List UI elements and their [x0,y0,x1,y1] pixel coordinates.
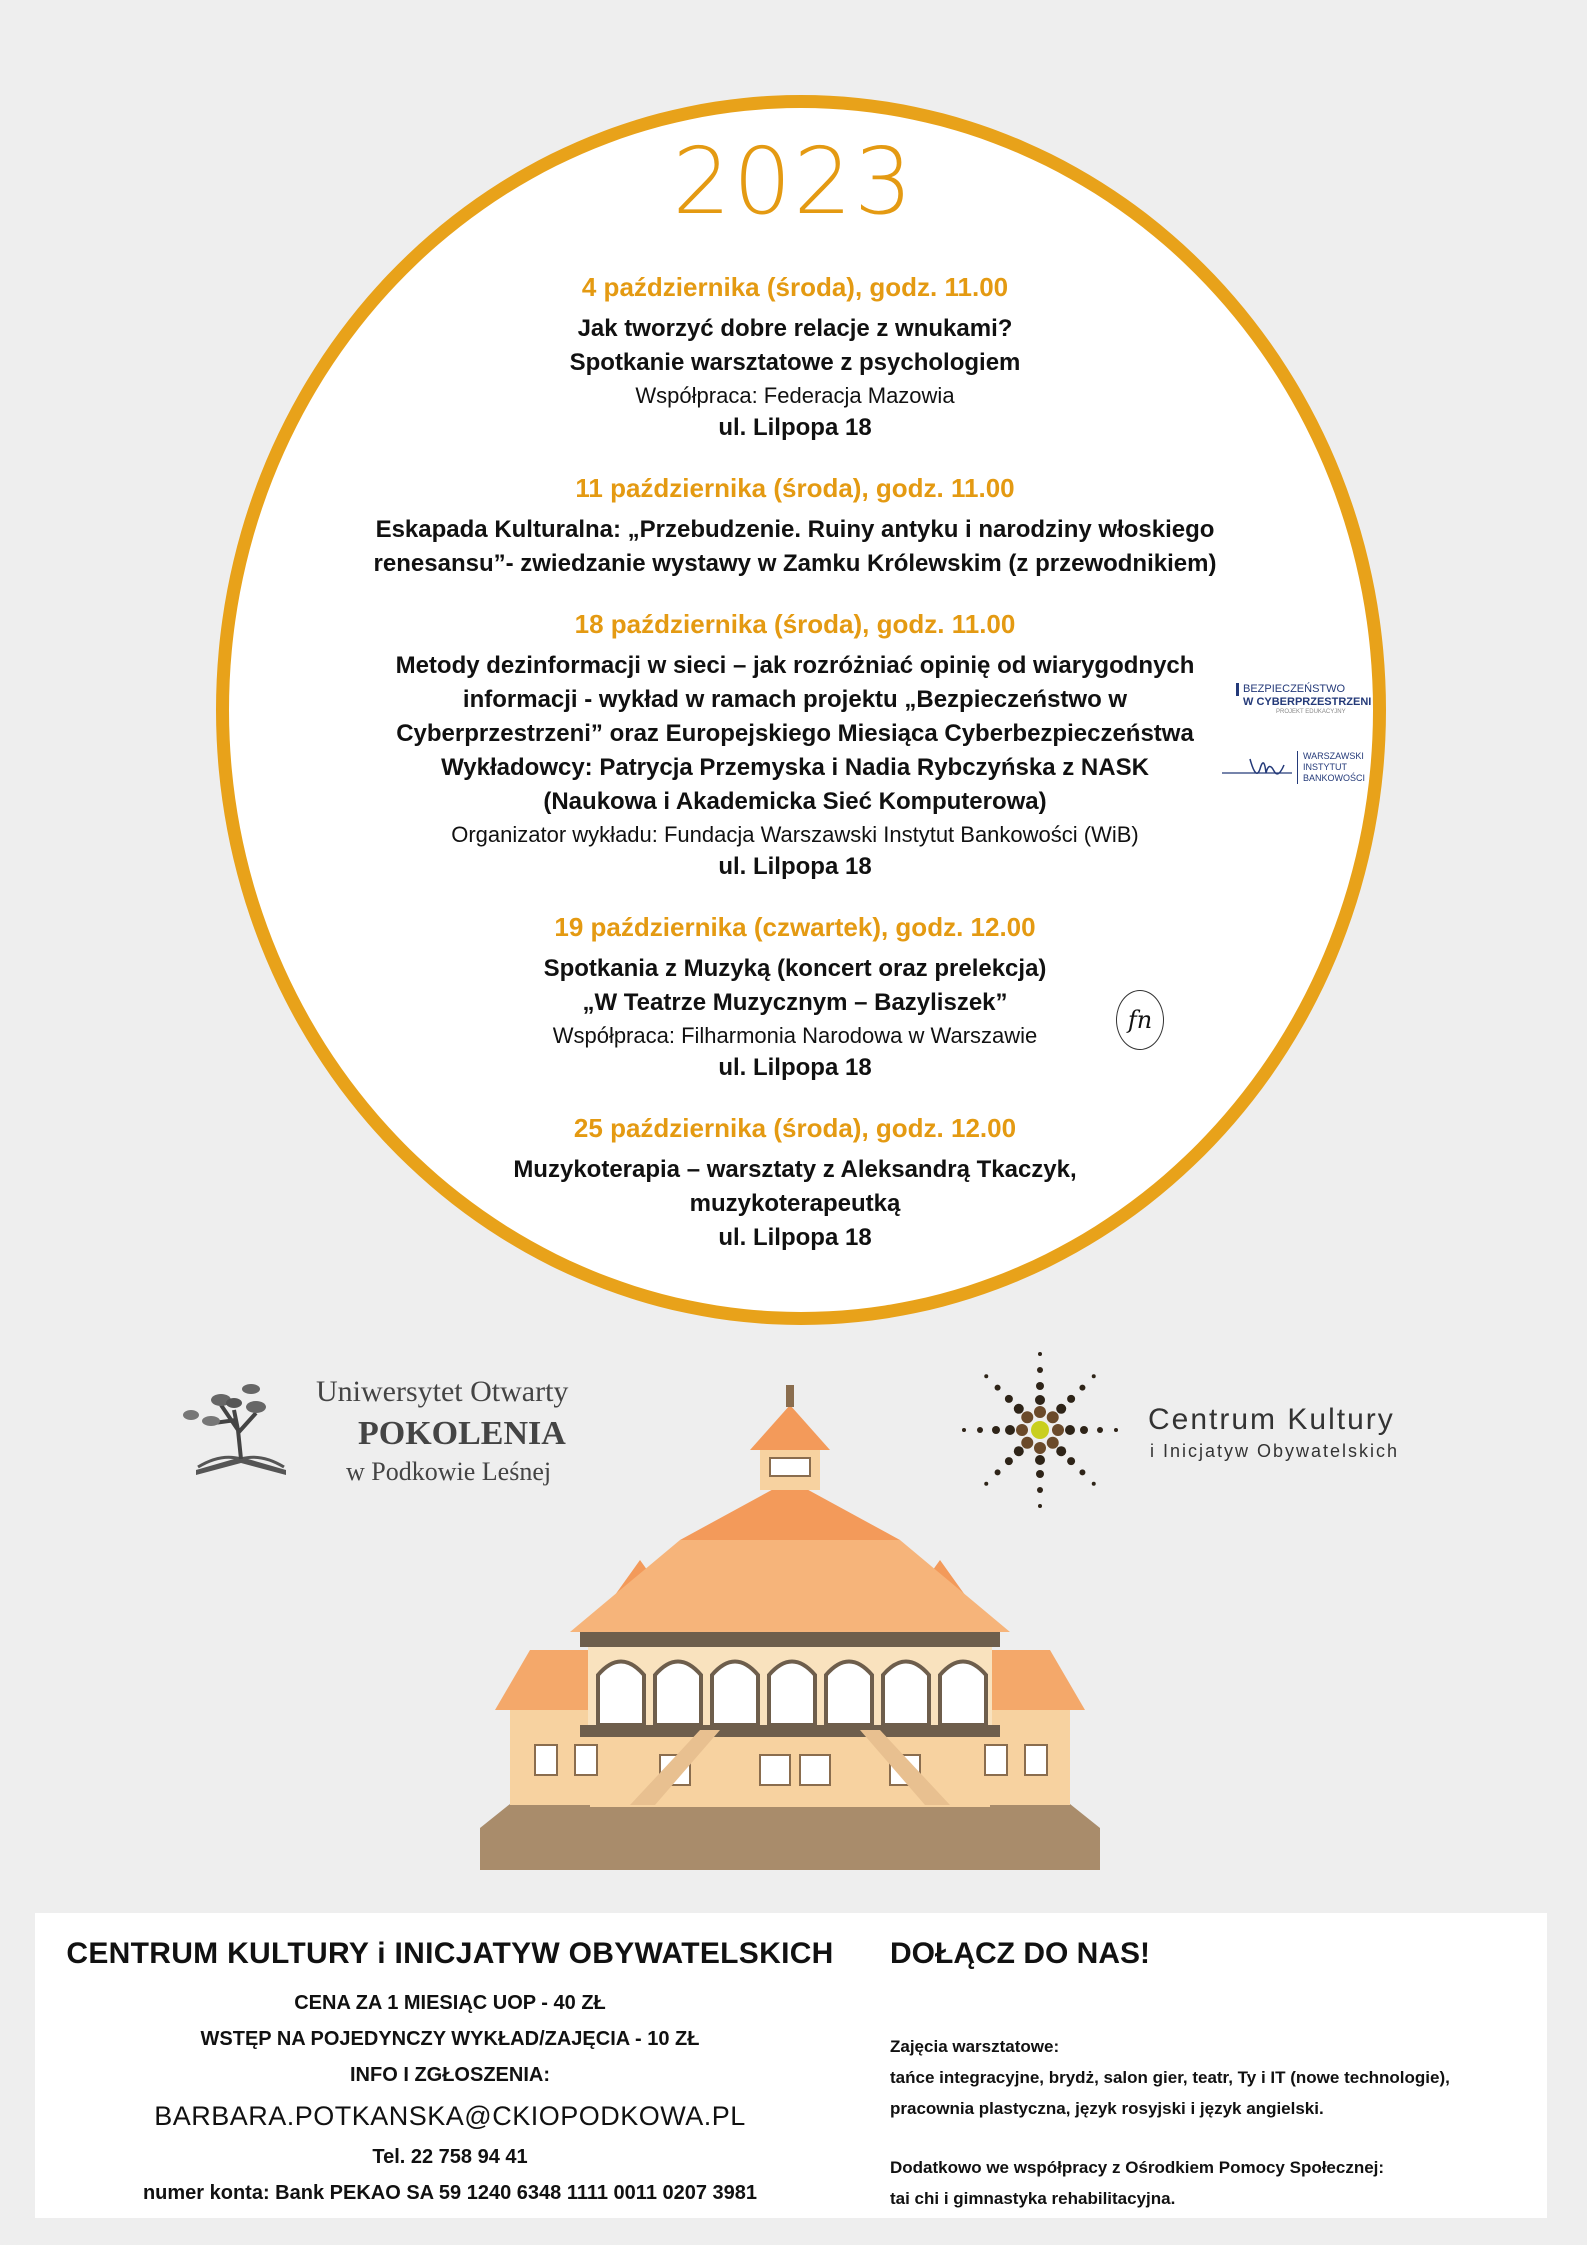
event-item [330,1111,1260,1255]
sun-ray-dot [984,1374,988,1378]
building-illustration [480,1380,1100,1870]
event-line: Cyberprzestrzeni” oraz Europejskiego Miesiąca Cyberbezpieczeństwa [396,720,1194,747]
event-line: ul. Lilpopa 18 [718,1224,872,1251]
uo-name-line2: POKOLENIA [358,1415,566,1452]
wib-logo [1222,747,1392,793]
sun-ray-dot [1038,1352,1042,1356]
ck-name-line1: Centrum Kultury [1148,1403,1395,1436]
building-arch [655,1662,701,1726]
event-line: ul. Lilpopa 18 [718,414,872,441]
building-arch [769,1662,815,1726]
footer-right [890,1913,1530,2214]
event-item [330,471,1260,581]
contact-email[interactable]: BARBARA.POTKANSKA@CKIOPODKOWA.PL [154,2101,746,2131]
event-date: 19 października (czwartek), godz. 12.00 [554,912,1036,942]
event-list [330,270,1260,1281]
extra-list: tai chi i gimnastyka rehabilitacyjna. [890,2189,1176,2208]
event-line: Jak tworzyć dobre relacje z wnukami? [577,315,1013,342]
sun-ray-dot [1092,1374,1096,1378]
year-heading: 2023 [672,128,915,235]
sun-ray-dot [1037,1367,1043,1373]
event-line: (Naukowa i Akademicka Sieć Komputerowa) [543,788,1047,815]
info-label: INFO I ZGŁOSZENIA: [350,2064,550,2086]
ck-name-line2: i Inicjatyw Obywatelskich [1150,1441,1400,1461]
event-item [330,910,1260,1085]
wib-signature-icon [1222,747,1294,787]
event-line: Eskapada Kulturalna: „Przebudzenie. Ruiny antyku i narodziny włoskiego [375,516,1215,543]
wib-line: INSTYTUT [1303,762,1347,772]
event-date: 25 października (środa), godz. 12.00 [573,1113,1017,1143]
building-arch [826,1662,872,1726]
building-arch [883,1662,929,1726]
event-line: „W Teatrze Muzycznym – Bazyliszek” [582,989,1008,1016]
footer-left [35,1913,865,2211]
cyber-security-logo [1236,683,1376,715]
extra-label: Dodatkowo we współpracy z Ośrodkiem Pomocy Społecznej: [890,2158,1385,2177]
building-arch [940,1662,986,1726]
footer-right-title: DOŁĄCZ DO NAS! [890,1937,1150,1970]
contact-phone: Tel. 22 758 94 41 [372,2146,528,2168]
event-line: Muzykoterapia – warsztaty z Aleksandrą Tkaczyk, [513,1156,1077,1183]
filharmonia-logo: fn [1116,990,1164,1050]
event-line: ul. Lilpopa 18 [718,1054,872,1081]
uo-name-line3: w Podkowie Leśnej [346,1457,552,1486]
event-date: 18 października (środa), godz. 11.00 [574,609,1016,639]
building-arch [712,1662,758,1726]
event-line: ul. Lilpopa 18 [718,853,872,880]
event-item [330,607,1260,884]
uo-name-line1: Uniwersytet Otwarty [316,1375,569,1408]
sun-ray-dot [1114,1428,1118,1432]
footer-panel [35,1913,1547,2218]
wib-line: WARSZAWSKI [1303,751,1364,761]
bank-account: numer konta: Bank PEKAO SA 59 1240 6348 1111 0011 0207 3981 [142,2182,758,2204]
event-line: Wykładowcy: Patrycja Przemyska i Nadia Rybczyńska z NASK [441,754,1149,781]
event-line: Spotkanie warsztatowe z psychologiem [569,349,1021,376]
workshops-list-2: pracownia plastyczna, język rosyjski i język angielski. [890,2099,1324,2118]
event-line: Metody dezinformacji w sieci – jak rozróżniać opinię od wiarygodnych [395,652,1195,679]
event-line: Współpraca: Federacja Mazowia [635,383,955,408]
event-line: informacji - wykład w ramach projektu „Bezpieczeństwo w [462,686,1128,713]
building-arch [598,1662,644,1726]
cyber-logo-line3: PROJEKT EDUKACYJNY [1276,709,1346,715]
event-item [330,270,1260,445]
wib-text [1297,751,1365,784]
event-line: Współpraca: Filharmonia Narodowa w Warszawie [552,1023,1038,1048]
event-line: renesansu”- zwiedzanie wystawy w Zamku Królewskim (z przewodnikiem) [373,550,1217,577]
cyber-logo-line1: BEZPIECZEŃSTWO [1236,683,1376,696]
event-date: 11 października (środa), godz. 11.00 [575,473,1015,503]
event-line: Spotkania z Muzyką (koncert oraz prelekcja) [543,955,1047,982]
wib-line: BANKOWOŚCI [1303,773,1366,783]
workshops-label: Zajęcia warsztatowe: [890,2037,1060,2056]
cyber-logo-line2: W CYBERPRZESTRZENI [1243,696,1372,708]
footer-left-title: CENTRUM KULTURY i INICJATYW OBYWATELSKICH [66,1937,834,1970]
event-line: muzykoterapeutką [689,1190,901,1217]
price-single: WSTĘP NA POJEDYNCZY WYKŁAD/ZAJĘCIA - 10 ZŁ [200,2028,700,2050]
event-line: Organizator wykładu: Fundacja Warszawski Instytut Bankowości (WiB) [451,822,1139,847]
price-month: CENA ZA 1 MIESIĄC UOP - 40 ZŁ [294,1992,606,2014]
book-tree-icon [176,1375,311,1485]
event-date: 4 października (środa), godz. 11.00 [581,272,1009,302]
workshops-list-1: tańce integracyjne, brydż, salon gier, teatr, Ty i IT (nowe technologie), [890,2068,1450,2087]
